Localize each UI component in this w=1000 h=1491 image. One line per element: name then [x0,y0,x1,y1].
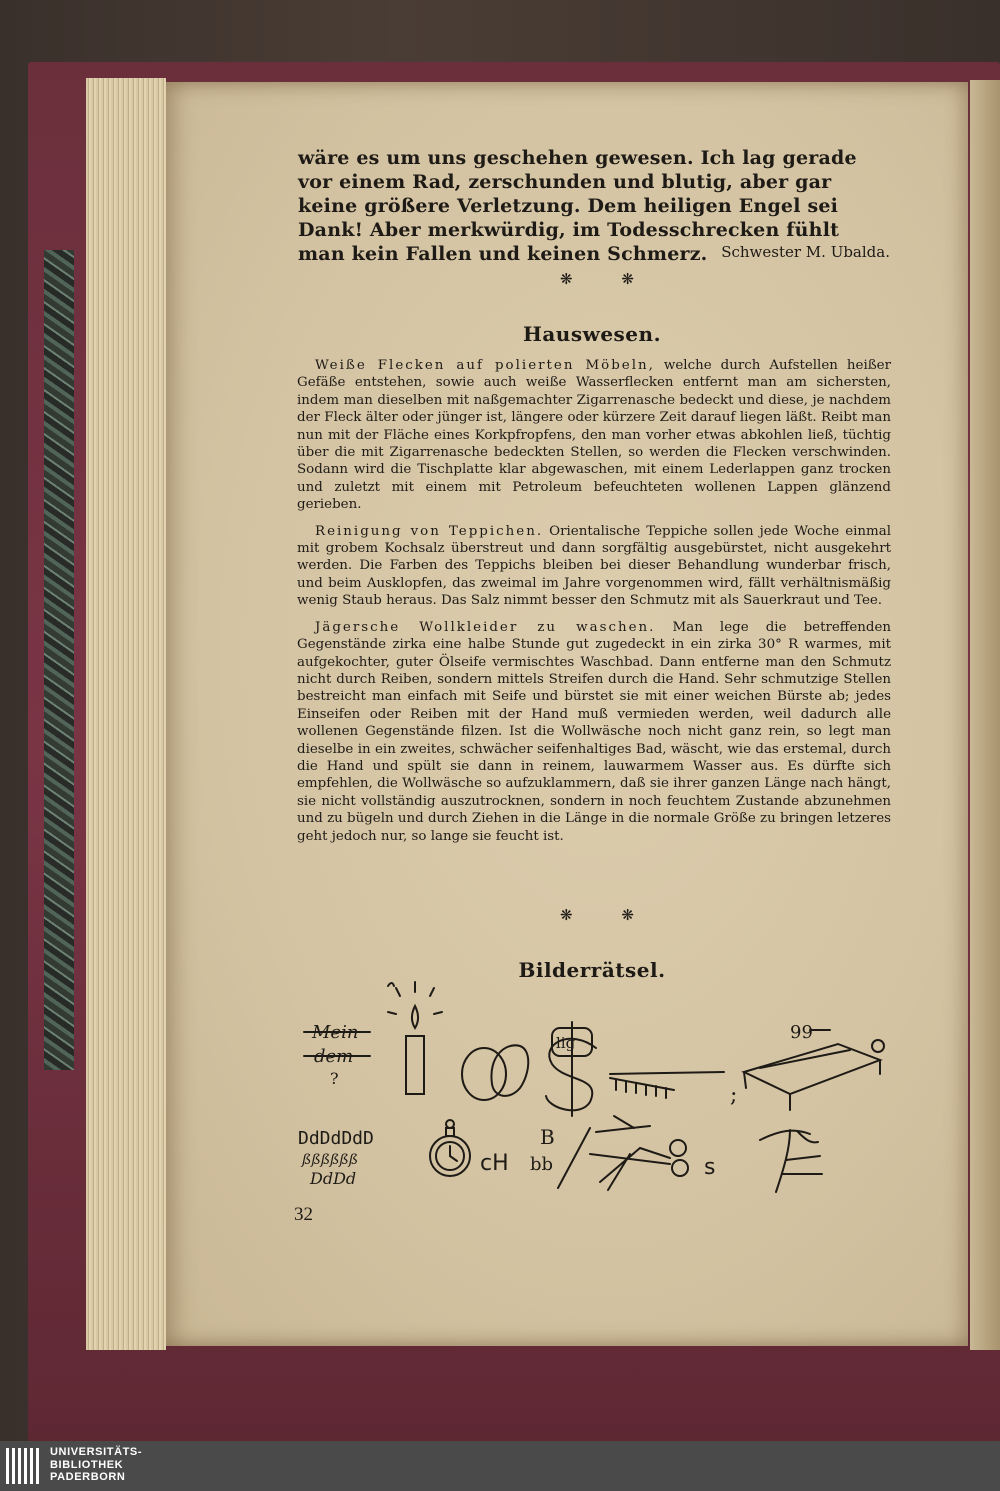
right-page-edge [970,80,1000,1350]
separator-stars: ❋ ❋ [560,270,656,288]
rebus-crossed-word-top: Mein [312,1022,359,1043]
library-name-line3: PADERBORN [50,1471,126,1483]
library-footer [0,1441,1000,1491]
svg-text:;: ; [730,1083,738,1108]
rebus-quote-marks: 99 [790,1022,813,1043]
tip-paragraph-furniture [297,357,891,514]
signature: Schwester M. Ubalda. [721,243,890,261]
tip-body: Orientalische Teppiche sollen jede Woche einmal mit grobem Kochsalz überstreut und dann sorgfältig ausgebürstet, nicht ausgekehrt werden. Die Farben des Teppichs bleiben bei dieser Behandlung wunderbar frisch, und beim Ausklopfen, das zweimal im Jahre vorgenommen wird, fällt verhältnismäßig wenig Staub heraus. Das Salz nimmt besser den Schmutz mit als Sauerkraut und Tee. [297,523,891,609]
bed-frame-icon [744,1040,884,1110]
tip-lead: Weiße Flecken auf polierten Möbeln, [315,358,655,373]
rebus-illustration [290,978,900,1208]
marbled-spine [44,250,74,1070]
rebus-b-text: B [540,1125,555,1149]
rebus-letters-row1: DdDdDdD [298,1128,374,1149]
rebus-letters-row2: ßßßßßß [302,1152,359,1168]
rebus-s-text: s [704,1155,716,1180]
rebus-ch-text: cH [480,1151,509,1176]
tip-body: Man lege die betreffenden Gegenstände zirka eine halbe Stunde gut zugedeckt in ein zirka 30° R warmes, mit aufgekochter, guter Ölseife vermischtes Waschbad. Dann entferne man den Schmutz nicht durch Reiben, sondern mittels Streifen durch die Hand. Sehr schmutzige Stellen bestreicht man einfach mit Seife und bürstet sie mit einer weichen Bürste ab; jedes Einseifen oder Reiben mit der Hand muß vermieden werden, weil dadurch alle wollenen Gegenstände filzen. Ist die Wollwäsche noch nicht ganz rein, so legt man dieselbe in ein zweites, schwächer seifenhaltiges Bad, wäscht, wie das erstemal, durch die Hand und spült sie dann in reinem, lauwarmem Wasser aus. Es dürfte sich empfehlen, die Wollwäsche so aufzuklammern, daß sie ihrer ganzen Länge nach hängt, sie nicht vollständig auszutrocknen, sondern in noch feuchtem Zustande abzunehmen und zu bügeln und durch Ziehen in die Länge in die normale Größe zu bringen letzeres geht jedoch nur, so lange sie feucht ist. [297,619,891,844]
tip-paragraph-wool [297,619,891,845]
library-name [50,1446,142,1484]
page-number: 32 [294,1204,313,1225]
rebus-letters-row3: DdDd [310,1169,357,1188]
puzzle-heading: Bilderrätsel. [518,958,666,982]
rake-icon [610,1072,724,1098]
tip-lead: Jägersche Wollkleider zu waschen. [315,619,656,635]
rebus-letter-o [462,1048,506,1100]
sketch-figure-icon [760,1130,822,1192]
candle-icon [388,982,442,1094]
scissors-icon [558,1116,688,1190]
rebus-question-mark: ? [330,1069,339,1088]
library-logo-icon [6,1448,42,1484]
rebus-bb-text: bb [530,1154,554,1175]
household-tips [297,357,891,854]
section-heading: Hauswesen. [522,322,662,346]
separator-stars-2: ❋ ❋ [560,906,656,924]
intro-paragraph: wäre es um uns geschehen gewesen. Ich lag gerade vor einem Rad, zerschunden und blutig, aber gar keine größere Verletzung. Dem heiligen Engel sei Dank! Aber merkwürdig, im Todesschrecken fühlt man kein Fallen und keinen Schmerz. [298,147,857,265]
rebus-dollar-label: lig [556,1034,576,1052]
pocket-watch-icon [430,1120,470,1176]
library-name-line2: BIBLIOTHEK [50,1458,124,1471]
page-edges [86,78,166,1350]
library-name-line1: UNIVERSITÄTS- [50,1446,143,1458]
tip-body: welche durch Aufstellen heißer Gefäße entstehen, sowie auch weiße Wasserflecken entfernt man am sichersten, indem man dieselben mit naßgemachter Zigarrenasche bedeckt und diese, je nachdem der Fleck älter oder jünger ist, längere oder kürzere Zeit darauf liegen läßt. Reibt man nun mit der Fläche eines Korkpfropfens, den man vorher etwas abkohlen ließ, tüchtig über die mit Zigarrenasche bedeckten Stellen, so werden die Flecken verschwinden. Sodann wird die Tischplatte klar abgewaschen, mit einem Lederlappen ganz trocken und zuletzt mit einem mit Petroleum befeuchteten wollenen Lappen glänzend gerieben. [297,358,891,513]
rebus-crossed-word-bottom: dem [314,1046,354,1067]
tip-lead: Reinigung von Teppichen. [315,523,544,539]
tip-paragraph-carpets [297,523,891,610]
